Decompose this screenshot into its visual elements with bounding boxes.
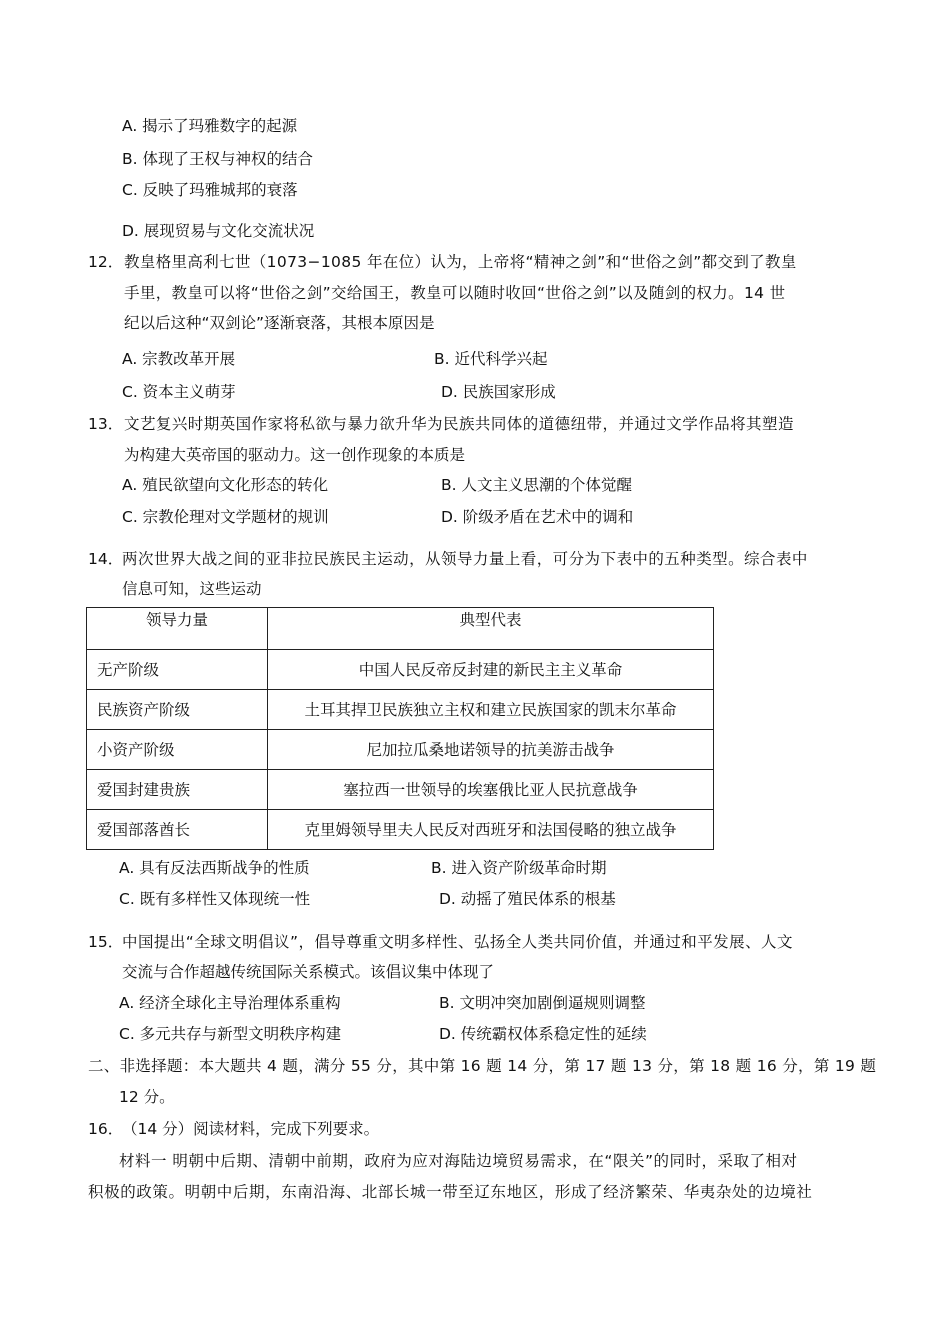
table-header-cell: 典型代表 (268, 608, 714, 650)
table-cell-example: 中国人民反帝反封建的新民主主义革命 (268, 650, 714, 690)
q15-stem-line1: 中国提出“全球文明倡议”，倡导尊重文明多样性、弘扬全人类共同价值，并通过和平发展、人文 (122, 933, 793, 951)
table-row (87, 810, 714, 850)
q15-option-b: B. 文明冲突加剧倒逼规则调整 (439, 994, 646, 1012)
table-row (87, 730, 714, 770)
q15-number: 15． (88, 933, 124, 951)
table-header-row (87, 608, 714, 650)
leadership-table (86, 607, 714, 850)
table-header-cell: 领导力量 (87, 608, 268, 650)
table-cell-force: 无产阶级 (87, 650, 268, 690)
q15-option-d: D. 传统霸权体系稳定性的延续 (439, 1025, 647, 1043)
table-row (87, 690, 714, 730)
q13-option-d: D. 阶级矛盾在艺术中的调和 (441, 508, 634, 526)
table-cell-force: 小资产阶级 (87, 730, 268, 770)
q15-option-a: A. 经济全球化主导治理体系重构 (119, 994, 341, 1012)
q14-option-d: D. 动摇了殖民体系的根基 (439, 890, 616, 908)
q14-stem-line1: 两次世界大战之间的亚非拉民族民主运动，从领导力量上看，可分为下表中的五种类型。综合表中 (122, 550, 808, 568)
q12-option-c: C. 资本主义萌芽 (122, 383, 236, 401)
q13-number: 13． (88, 415, 124, 433)
q14-number: 14． (88, 550, 124, 568)
table-cell-force: 爱国部落酋长 (87, 810, 268, 850)
q13-option-a: A. 殖民欲望向文化形态的转化 (122, 476, 329, 494)
q12-stem-line1: 教皇格里高利七世（1073−1085 年在位）认为，上帝将“精神之剑”和“世俗之剑”都交到了教皇 (124, 253, 797, 271)
q15-option-c: C. 多元共存与新型文明秩序构建 (119, 1025, 342, 1043)
q11-option-b: B. 体现了王权与神权的结合 (122, 150, 313, 168)
q13-stem-line1: 文艺复兴时期英国作家将私欲与暴力欲升华为民族共同体的道德纽带，并通过文学作品将其塑造 (124, 415, 794, 433)
q12-option-d: D. 民族国家形成 (441, 383, 556, 401)
q12-option-a: A. 宗教改革开展 (122, 350, 236, 368)
table-cell-example: 土耳其捍卫民族独立主权和建立民族国家的凯末尔革命 (268, 690, 714, 730)
table-row (87, 770, 714, 810)
table-row (87, 650, 714, 690)
section2-heading-line1: 二、非选择题：本大题共 4 题，满分 55 分，其中第 16 题 14 分，第 17 题 13 分，第 18 题 16 分，第 19 题 (88, 1057, 877, 1075)
q12-stem-line2: 手里，教皇可以将“世俗之剑”交给国王，教皇可以随时收回“世俗之剑”以及随剑的权力。14 世 (124, 284, 786, 302)
q11-option-d: D. 展现贸易与文化交流状况 (122, 222, 315, 240)
q12-stem-line3: 纪以后这种“双剑论”逐渐衰落，其根本原因是 (124, 314, 435, 332)
q14-option-a: A. 具有反法西斯战争的性质 (119, 859, 310, 877)
table-cell-example: 克里姆领导里夫人民反对西班牙和法国侵略的独立战争 (268, 810, 714, 850)
q16-stem: （14 分）阅读材料，完成下列要求。 (122, 1120, 380, 1138)
q12-number: 12． (88, 253, 124, 271)
table-cell-force: 民族资产阶级 (87, 690, 268, 730)
table-cell-force: 爱国封建贵族 (87, 770, 268, 810)
q13-option-b: B. 人文主义思潮的个体觉醒 (441, 476, 632, 494)
table-cell-example: 尼加拉瓜桑地诺领导的抗美游击战争 (268, 730, 714, 770)
section2-heading-line2: 12 分。 (119, 1088, 175, 1106)
q13-stem-line2: 为构建大英帝国的驱动力。这一创作现象的本质是 (124, 446, 466, 464)
table-cell-example: 塞拉西一世领导的埃塞俄比亚人民抗意战争 (268, 770, 714, 810)
q15-stem-line2: 交流与合作超越传统国际关系模式。该倡议集中体现了 (122, 963, 495, 981)
q16-material-line1: 材料一 明朝中后期、清朝中前期，政府为应对海陆边境贸易需求，在“限关”的同时，采取了相对 (119, 1152, 798, 1170)
q14-option-c: C. 既有多样性又体现统一性 (119, 890, 311, 908)
q14-stem-line2: 信息可知，这些运动 (122, 580, 262, 598)
q16-material-line2: 积极的政策。明朝中后期，东南沿海、北部长城一带至辽东地区，形成了经济繁荣、华夷杂处的边境社 (88, 1183, 813, 1201)
q12-option-b: B. 近代科学兴起 (434, 350, 548, 368)
q13-option-c: C. 宗教伦理对文学题材的规训 (122, 508, 329, 526)
q16-number: 16． (88, 1120, 124, 1138)
q11-option-c: C. 反映了玛雅城邦的衰落 (122, 181, 298, 199)
q11-option-a: A. 揭示了玛雅数字的起源 (122, 117, 298, 135)
q14-option-b: B. 进入资产阶级革命时期 (431, 859, 607, 877)
